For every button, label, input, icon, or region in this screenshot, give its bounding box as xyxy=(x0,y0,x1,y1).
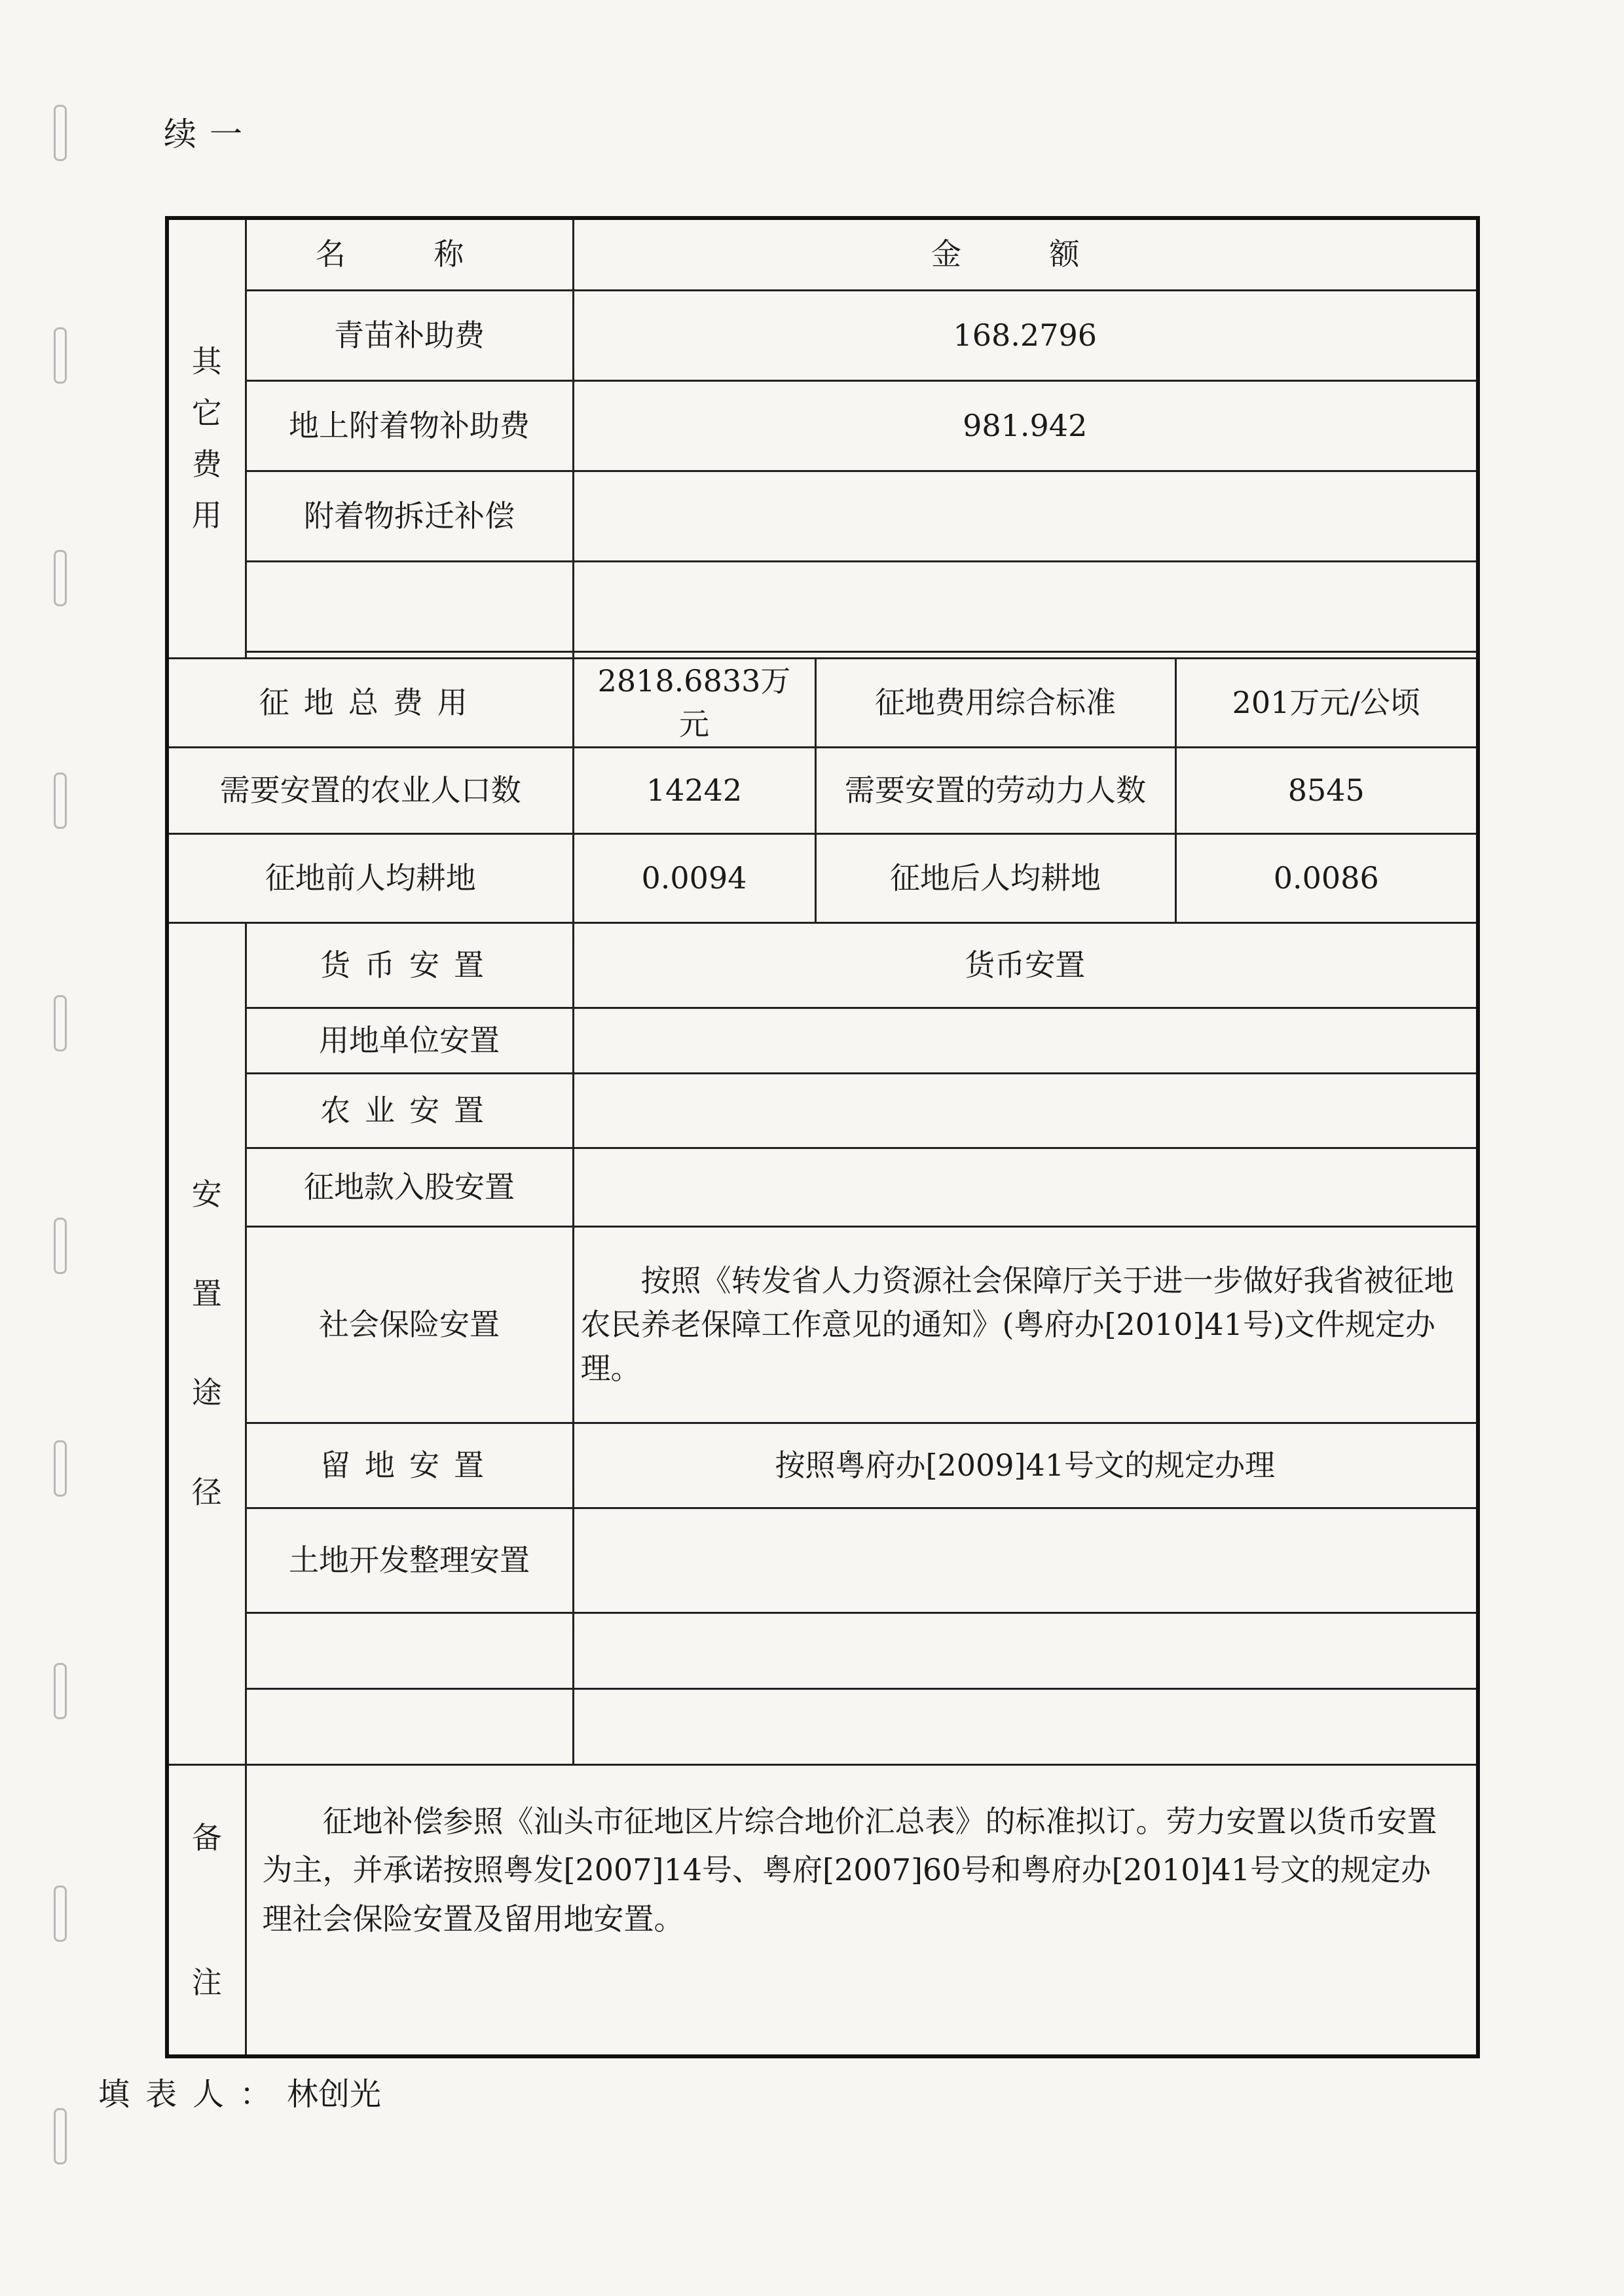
table-row xyxy=(167,561,1478,651)
binder-ring xyxy=(54,995,67,1051)
labor-label: 需要安置的劳动力人数 xyxy=(815,747,1175,833)
fee-name: 青苗补助费 xyxy=(246,290,573,380)
table-row xyxy=(167,1688,1478,1764)
standard-label: 征地费用综合标准 xyxy=(815,658,1175,747)
resettlement-value xyxy=(573,1508,1478,1613)
after-value: 0.0086 xyxy=(1175,833,1478,922)
preparer-name: 林创光 xyxy=(287,2076,382,2113)
spacer-cell xyxy=(246,651,573,658)
resettlement-name: 留地安置 xyxy=(246,1423,573,1508)
fee-amount xyxy=(573,561,1478,651)
binder-ring xyxy=(54,327,67,384)
fee-amount xyxy=(573,471,1478,561)
table-row xyxy=(167,1613,1478,1688)
column-header-name: 名 称 xyxy=(246,218,573,290)
table-row xyxy=(167,1148,1478,1226)
binder-ring xyxy=(54,773,67,829)
binder-ring xyxy=(54,105,67,161)
binder-ring xyxy=(54,1218,67,1274)
table-row xyxy=(167,380,1478,471)
binder-ring xyxy=(54,550,67,606)
labor-value: 8545 xyxy=(1175,747,1478,833)
resettlement-value xyxy=(573,1008,1478,1073)
resettlement-value xyxy=(573,1148,1478,1226)
table-row xyxy=(167,1008,1478,1073)
table-row xyxy=(167,651,1478,658)
fee-amount: 168.2796 xyxy=(573,290,1478,380)
table-row xyxy=(167,1764,1478,2056)
resettlement-name: 农业安置 xyxy=(246,1073,573,1148)
fee-name xyxy=(246,561,573,651)
resettlement-name xyxy=(246,1688,573,1764)
table-row xyxy=(167,922,1478,1008)
before-label: 征地前人均耕地 xyxy=(167,833,573,922)
resettlement-name: 土地开发整理安置 xyxy=(246,1508,573,1613)
land-acquisition-table xyxy=(165,216,1480,2058)
preparer-line xyxy=(98,2069,381,2114)
resettlement-value xyxy=(573,1613,1478,1688)
resettlement-name xyxy=(246,1613,573,1688)
preparer-label: 填表人： xyxy=(98,2076,287,2113)
section-label-resettlement: 安置途径 xyxy=(167,922,246,1764)
table-row xyxy=(167,290,1478,380)
binder-ring xyxy=(54,1440,67,1497)
table-row xyxy=(167,1073,1478,1148)
after-label: 征地后人均耕地 xyxy=(815,833,1175,922)
fee-name: 地上附着物补助费 xyxy=(246,380,573,471)
table-row xyxy=(167,833,1478,922)
resettlement-value: 按照粤府办[2009]41号文的规定办理 xyxy=(573,1423,1478,1508)
fee-name: 附着物拆迁补偿 xyxy=(246,471,573,561)
resettlement-value: 按照《转发省人力资源社会保障厅关于进一步做好我省被征地农民养老保障工作意见的通知》(粤府办[2010]41号)文件规定办理。 xyxy=(573,1226,1478,1423)
spacer-cell xyxy=(573,651,1478,658)
table-row xyxy=(167,658,1478,747)
agri-pop-label: 需要安置的农业人口数 xyxy=(167,747,573,833)
table-row xyxy=(167,1508,1478,1613)
resettlement-name: 货币安置 xyxy=(246,922,573,1008)
table-row xyxy=(167,218,1478,290)
table-row xyxy=(167,1423,1478,1508)
table-row xyxy=(167,471,1478,561)
binder-ring xyxy=(54,1886,67,1942)
table-row xyxy=(167,747,1478,833)
resettlement-name: 社会保险安置 xyxy=(246,1226,573,1423)
standard-value: 201万元/公顷 xyxy=(1175,658,1478,747)
section-label-other-fees: 其它费用 xyxy=(167,218,246,658)
resettlement-name: 征地款入股安置 xyxy=(246,1148,573,1226)
remarks-text: 征地补偿参照《汕头市征地区片综合地价汇总表》的标准拟订。劳力安置以货币安置为主，并承诺按照粤发[2007]14号、粤府[2007]60号和粤府办[2010]41号文的规定办理社会保险安置及留用地安置。 xyxy=(246,1764,1478,2056)
binder-ring xyxy=(54,1663,67,1719)
remarks-label: 备注 xyxy=(167,1764,246,2056)
page-header: 续一 xyxy=(164,115,255,153)
binder-ring xyxy=(54,2108,67,2164)
resettlement-value xyxy=(573,1688,1478,1764)
fee-amount: 981.942 xyxy=(573,380,1478,471)
column-header-amount: 金 额 xyxy=(573,218,1478,290)
resettlement-value xyxy=(573,1073,1478,1148)
resettlement-value: 货币安置 xyxy=(573,922,1478,1008)
total-fee-value: 2818.6833万元 xyxy=(573,658,815,747)
total-fee-label: 征地总费用 xyxy=(167,658,573,747)
before-value: 0.0094 xyxy=(573,833,815,922)
agri-pop-value: 14242 xyxy=(573,747,815,833)
resettlement-name: 用地单位安置 xyxy=(246,1008,573,1073)
table-row xyxy=(167,1226,1478,1423)
